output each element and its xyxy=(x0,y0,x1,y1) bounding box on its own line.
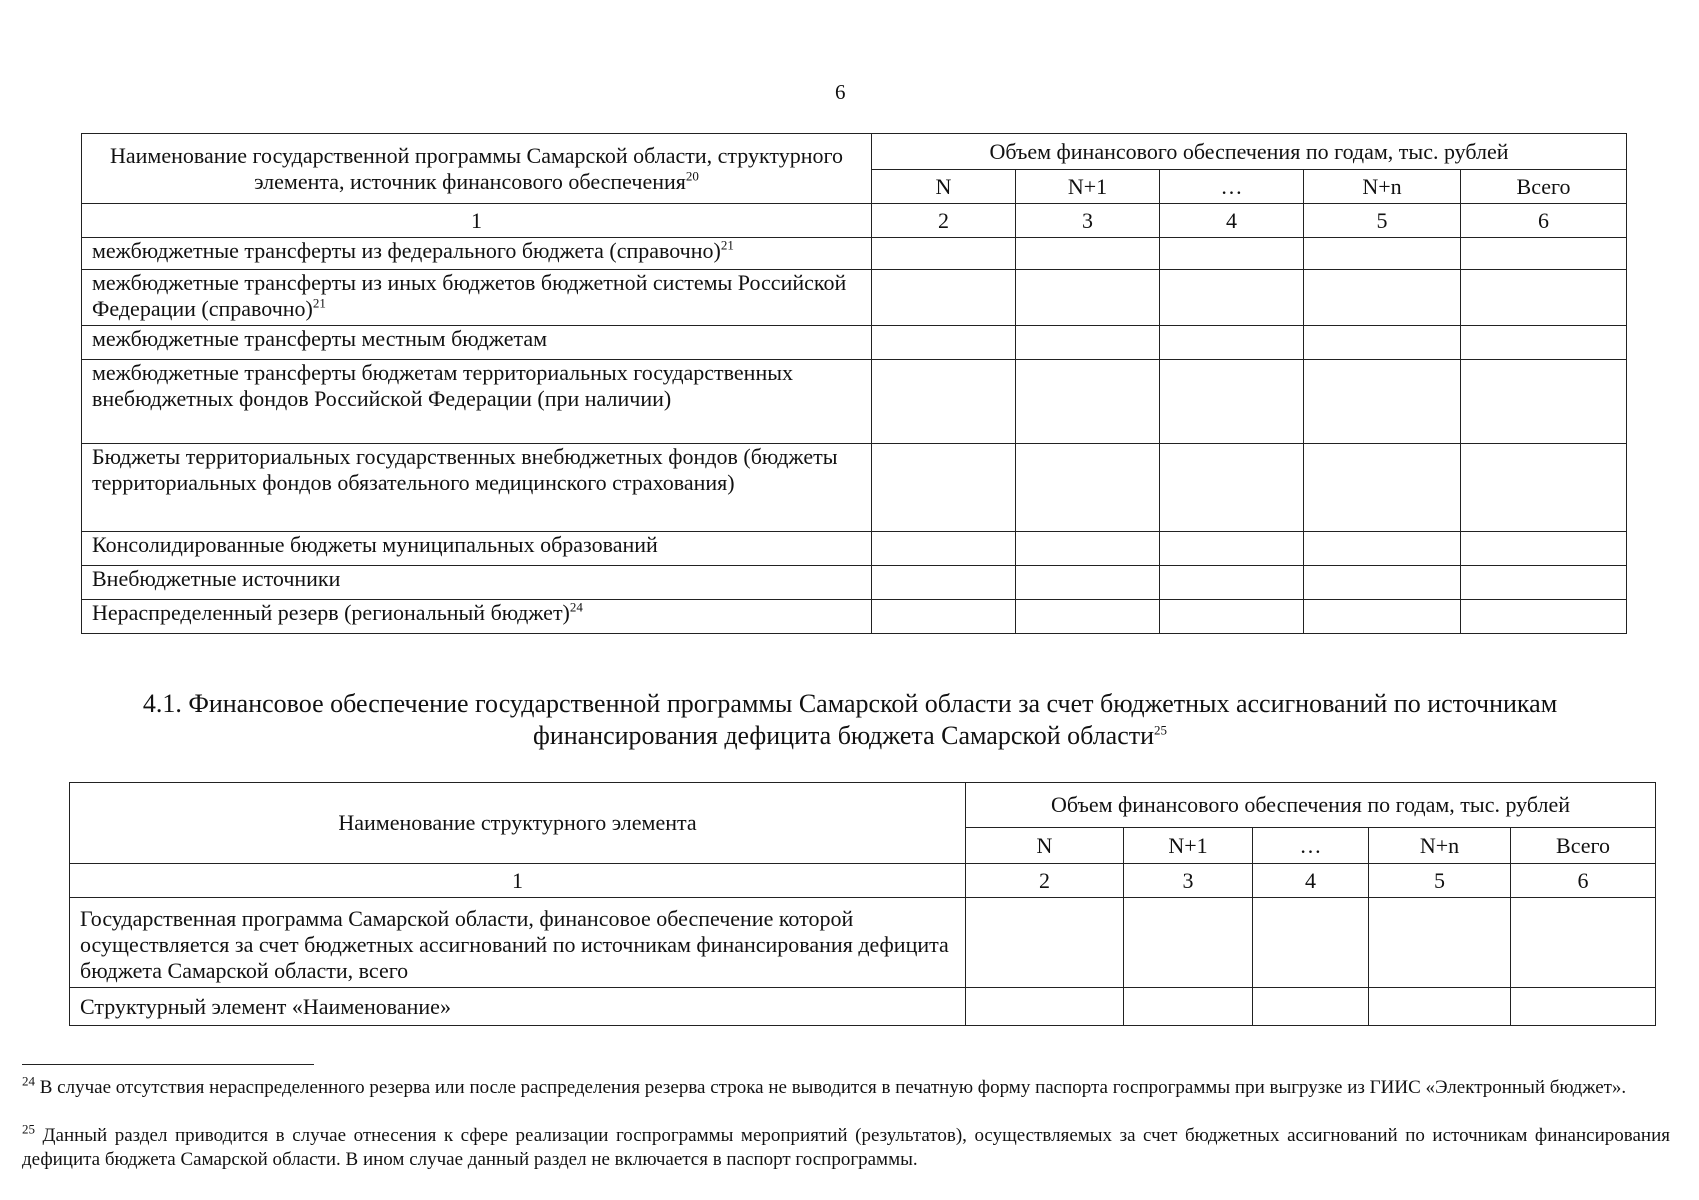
table-row xyxy=(70,898,1656,988)
year-col-header: N+n xyxy=(1369,828,1511,864)
value-cell xyxy=(1304,238,1461,270)
row-label-text: межбюджетные трансферты местным бюджетам xyxy=(92,326,548,351)
year-col-header: N+1 xyxy=(1124,828,1253,864)
section-title xyxy=(100,688,1600,752)
year-col-header: N xyxy=(872,170,1016,204)
table-row xyxy=(82,326,1627,360)
table-row xyxy=(82,532,1627,566)
value-cell xyxy=(1304,566,1461,600)
table2-name-header: Наименование структурного элемента xyxy=(70,783,966,864)
value-cell xyxy=(966,898,1124,988)
value-cell xyxy=(1016,600,1160,634)
row-label-text: Консолидированные бюджеты муниципальных образований xyxy=(92,532,658,557)
value-cell xyxy=(1160,566,1304,600)
value-cell xyxy=(1016,270,1160,326)
value-cell xyxy=(1511,898,1656,988)
table2-volume-header: Объем финансового обеспечения по годам, тыс. рублей xyxy=(966,783,1656,828)
footnote-ref: 21 xyxy=(312,295,326,311)
year-col-header: Всего xyxy=(1511,828,1656,864)
value-cell xyxy=(1304,532,1461,566)
footnote-ref: 21 xyxy=(720,237,734,253)
value-cell xyxy=(1160,270,1304,326)
row-label xyxy=(82,600,872,634)
value-cell xyxy=(1124,898,1253,988)
col-number: 3 xyxy=(1124,864,1253,898)
value-cell xyxy=(1016,326,1160,360)
value-cell xyxy=(1160,532,1304,566)
footnote xyxy=(22,1073,1670,1100)
financing-sources-table xyxy=(81,133,1627,634)
row-label: Государственная программа Самарской области, финансовое обеспечение которой осуществляется за счет бюджетных ассигнований по источникам финансирования дефицита бюджета Самарской области, всего xyxy=(70,898,966,988)
row-label xyxy=(82,566,872,600)
value-cell xyxy=(1304,360,1461,444)
row-label xyxy=(82,238,872,270)
value-cell xyxy=(1253,898,1369,988)
col-number: 5 xyxy=(1304,204,1461,238)
row-label xyxy=(82,326,872,360)
row-label-text: Бюджеты территориальных государственных внебюджетных фондов (бюджеты территориальных фондов обязательного медицинского страхования) xyxy=(92,444,838,495)
row-label-text: межбюджетные трансферты из иных бюджетов бюджетной системы Российской Федерации (справочно) xyxy=(92,270,847,321)
value-cell xyxy=(1369,988,1511,1026)
value-cell xyxy=(1304,600,1461,634)
value-cell xyxy=(872,360,1016,444)
footnote-text: В случае отсутствия нераспределенного резерва или после распределения резерва строка не выводится в печатную форму паспорта госпрограммы при выгрузке из ГИИС «Электронный бюджет». xyxy=(39,1077,1627,1098)
row-label: Структурный элемент «Наименование» xyxy=(70,988,966,1026)
year-col-header: N+1 xyxy=(1016,170,1160,204)
col-number: 1 xyxy=(70,864,966,898)
value-cell xyxy=(872,270,1016,326)
deficit-financing-table xyxy=(69,782,1656,1026)
value-cell xyxy=(1160,600,1304,634)
footnote-number: 24 xyxy=(22,1073,35,1089)
year-col-header: N xyxy=(966,828,1124,864)
value-cell xyxy=(1160,326,1304,360)
row-label xyxy=(82,532,872,566)
value-cell xyxy=(966,988,1124,1026)
row-label xyxy=(82,270,872,326)
footnote xyxy=(22,1121,1670,1172)
row-label-text: межбюджетные трансферты бюджетам территориальных государственных внебюджетных фондов Российской Федерации (при наличии) xyxy=(92,360,794,411)
value-cell xyxy=(872,600,1016,634)
table1-name-header-text: Наименование государственной программы Самарской области, структурного элемента, источник финансового обеспечения xyxy=(110,142,843,194)
value-cell xyxy=(872,238,1016,270)
page-number: 6 xyxy=(835,80,846,104)
value-cell xyxy=(1461,326,1627,360)
footnote-ref: 25 xyxy=(1154,722,1168,738)
value-cell xyxy=(1461,600,1627,634)
table-row xyxy=(82,270,1627,326)
table-row xyxy=(82,566,1627,600)
table-row xyxy=(70,988,1656,1026)
footnote-text: Данный раздел приводится в случае отнесения к сфере реализации госпрограммы мероприятий (результатов), осуществляемых за счет бюджетных ассигнований по источникам финансирования дефицита бюджета Самарской области. В ином случае данный раздел не включается в паспорт госпрограммы. xyxy=(22,1125,1670,1170)
year-col-header: N+n xyxy=(1304,170,1461,204)
value-cell xyxy=(1304,326,1461,360)
table-row xyxy=(82,360,1627,444)
value-cell xyxy=(1160,360,1304,444)
footnote-separator xyxy=(22,1064,314,1065)
value-cell xyxy=(1461,444,1627,532)
row-label xyxy=(82,444,872,532)
value-cell xyxy=(1511,988,1656,1026)
table1-name-header xyxy=(82,134,872,204)
footnote-number: 25 xyxy=(22,1121,35,1137)
value-cell xyxy=(1461,566,1627,600)
value-cell xyxy=(1369,898,1511,988)
value-cell xyxy=(872,566,1016,600)
value-cell xyxy=(872,444,1016,532)
footnote-ref: 24 xyxy=(569,599,583,615)
value-cell xyxy=(1016,566,1160,600)
value-cell xyxy=(1461,360,1627,444)
value-cell xyxy=(1304,270,1461,326)
col-number: 3 xyxy=(1016,204,1160,238)
value-cell xyxy=(1160,444,1304,532)
year-col-header: … xyxy=(1160,170,1304,204)
year-col-header: Всего xyxy=(1461,170,1627,204)
value-cell xyxy=(1016,238,1160,270)
col-number: 1 xyxy=(82,204,872,238)
table-row xyxy=(82,600,1627,634)
row-label xyxy=(82,360,872,444)
row-label-text: Внебюджетные источники xyxy=(92,566,341,591)
value-cell xyxy=(1461,532,1627,566)
value-cell xyxy=(872,532,1016,566)
col-number: 4 xyxy=(1160,204,1304,238)
col-number: 5 xyxy=(1369,864,1511,898)
year-col-header: … xyxy=(1253,828,1369,864)
value-cell xyxy=(1016,444,1160,532)
footnote-ref: 20 xyxy=(685,168,699,184)
value-cell xyxy=(1160,238,1304,270)
value-cell xyxy=(1016,360,1160,444)
row-label-text: межбюджетные трансферты из федерального бюджета (справочно) xyxy=(92,238,721,263)
col-number: 4 xyxy=(1253,864,1369,898)
value-cell xyxy=(1016,532,1160,566)
section-title-text: 4.1. Финансовое обеспечение государственной программы Самарской области за счет бюджетных ассигнований по источникам финансирования дефицита бюджета Самарской области xyxy=(142,689,1558,750)
table-row xyxy=(82,238,1627,270)
table1-volume-header: Объем финансового обеспечения по годам, тыс. рублей xyxy=(872,134,1627,170)
value-cell xyxy=(1124,988,1253,1026)
col-number: 6 xyxy=(1511,864,1656,898)
value-cell xyxy=(872,326,1016,360)
row-label-text: Нераспределенный резерв (региональный бюджет) xyxy=(92,600,570,625)
col-number: 2 xyxy=(872,204,1016,238)
value-cell xyxy=(1461,238,1627,270)
table-row xyxy=(82,444,1627,532)
value-cell xyxy=(1461,270,1627,326)
value-cell xyxy=(1304,444,1461,532)
value-cell xyxy=(1253,988,1369,1026)
col-number: 6 xyxy=(1461,204,1627,238)
col-number: 2 xyxy=(966,864,1124,898)
